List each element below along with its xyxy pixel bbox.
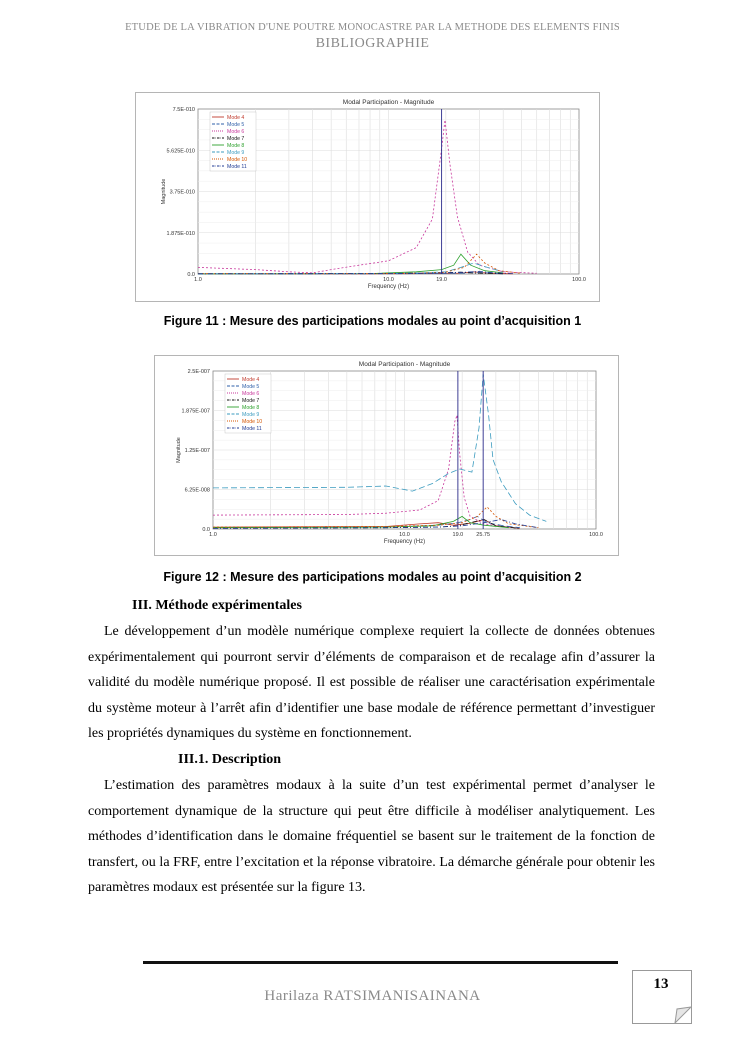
running-header-section: BIBLIOGRAPHIE <box>315 36 430 51</box>
legend-label: Mode 9 <box>242 412 260 418</box>
footer-rule <box>143 961 618 964</box>
legend-label: Mode 11 <box>242 426 262 432</box>
footer-author: Harilaza RATSIMANISAINANA <box>264 988 481 1004</box>
y-tick-label: 7.5E-010 <box>172 107 195 113</box>
page-number: 13 <box>653 976 669 992</box>
figure-11-caption: Figure 11 : Mesure des participations modales au point d’acquisition 1 <box>163 314 582 328</box>
x-tick-label: 19.0 <box>436 277 447 283</box>
x-tick-label: 25.75 <box>476 532 491 538</box>
chart-title: Modal Participation - Magnitude <box>358 361 451 368</box>
legend-label: Mode 4 <box>227 115 245 121</box>
y-axis-label: Magnitude <box>176 437 182 463</box>
section-3-1-title: III.1. Description <box>178 752 282 767</box>
legend-label: Mode 6 <box>242 391 260 397</box>
figure-12-caption: Figure 12 : Mesure des participations modales au point d’acquisition 2 <box>163 570 582 584</box>
legend-label: Mode 4 <box>242 377 260 383</box>
legend-label: Mode 7 <box>227 136 245 142</box>
legend-label: Mode 11 <box>227 164 247 170</box>
figure-11-frame <box>135 92 600 302</box>
section-3-1-paragraph: L’estimation des paramètres modaux à la suite d’un test expérimental permet d’analyser le comportement dynamique de la structure qui peut être difficile à modéliser analytiquement. Les méthodes d’identification dans le domaine fréquentiel se basent sur le traitement de la fonction de transfert, ou la FRF, entre l’excitation et la réponse vibratoire. La démarche générale pour obtenir les paramètres modaux est présentée sur la figure 13. <box>88 778 655 895</box>
x-tick-label: 100.0 <box>572 277 586 283</box>
figure-12-frame <box>154 355 619 556</box>
y-tick-label: 6.25E-008 <box>184 487 210 494</box>
y-tick-label: 0.0 <box>187 272 195 278</box>
y-tick-label: 5.625E-010 <box>166 148 195 155</box>
y-tick-label: 1.25E-007 <box>184 448 210 454</box>
y-tick-label: 1.875E-007 <box>181 408 210 415</box>
y-tick-label: 3.75E-010 <box>169 189 195 196</box>
x-axis-label: Frequency (Hz) <box>367 284 410 290</box>
legend-label: Mode 5 <box>242 384 260 390</box>
x-tick-label: 100.0 <box>589 532 603 538</box>
legend-label: Mode 7 <box>242 398 260 404</box>
legend-label: Mode 5 <box>227 122 245 128</box>
running-header-title: ETUDE DE LA VIBRATION D'UNE POUTRE MONOCASTRE PAR LA METHODE DES ELEMENTS FINIS <box>125 22 620 33</box>
legend-label: Mode 8 <box>227 143 245 149</box>
y-tick-label: 0.0 <box>202 527 210 533</box>
x-tick-label: 10.0 <box>399 532 410 538</box>
legend-label: Mode 10 <box>242 419 263 425</box>
section-3-title: III. Méthode expérimentales <box>132 598 302 613</box>
y-tick-label: 2.5E-007 <box>187 369 210 375</box>
x-tick-label: 19.0 <box>452 532 464 538</box>
section-3-paragraph: Le développement d’un modèle numérique complexe requiert la collecte de données obtenues expérimentalement qui pourront servir d’éléments de comparaison et de recalage afin d’assurer la validité du modèle numérique proposé. Il est possible de réaliser une caractérisation expérimentale du système moteur à l’arrêt afin d’identifier une base modale de référence permettant d’investiguer les propriétés dynamiques du système en fonctionnement. <box>88 624 655 741</box>
x-tick-label: 1.0 <box>209 532 217 538</box>
figure-11-chart <box>136 93 599 301</box>
x-tick-label: 1.0 <box>194 277 202 283</box>
x-axis-label: Frequency (Hz) <box>383 539 426 545</box>
legend-label: Mode 9 <box>227 150 245 156</box>
figure-12-chart <box>155 356 618 555</box>
y-axis-label: Magnitude <box>161 178 167 205</box>
chart-title: Modal Participation - Magnitude <box>342 99 435 106</box>
legend-label: Mode 8 <box>242 405 260 411</box>
legend-label: Mode 10 <box>227 157 248 163</box>
legend-label: Mode 6 <box>227 129 245 135</box>
x-tick-label: 10.0 <box>383 277 394 283</box>
y-tick-label: 1.875E-010 <box>166 230 195 237</box>
